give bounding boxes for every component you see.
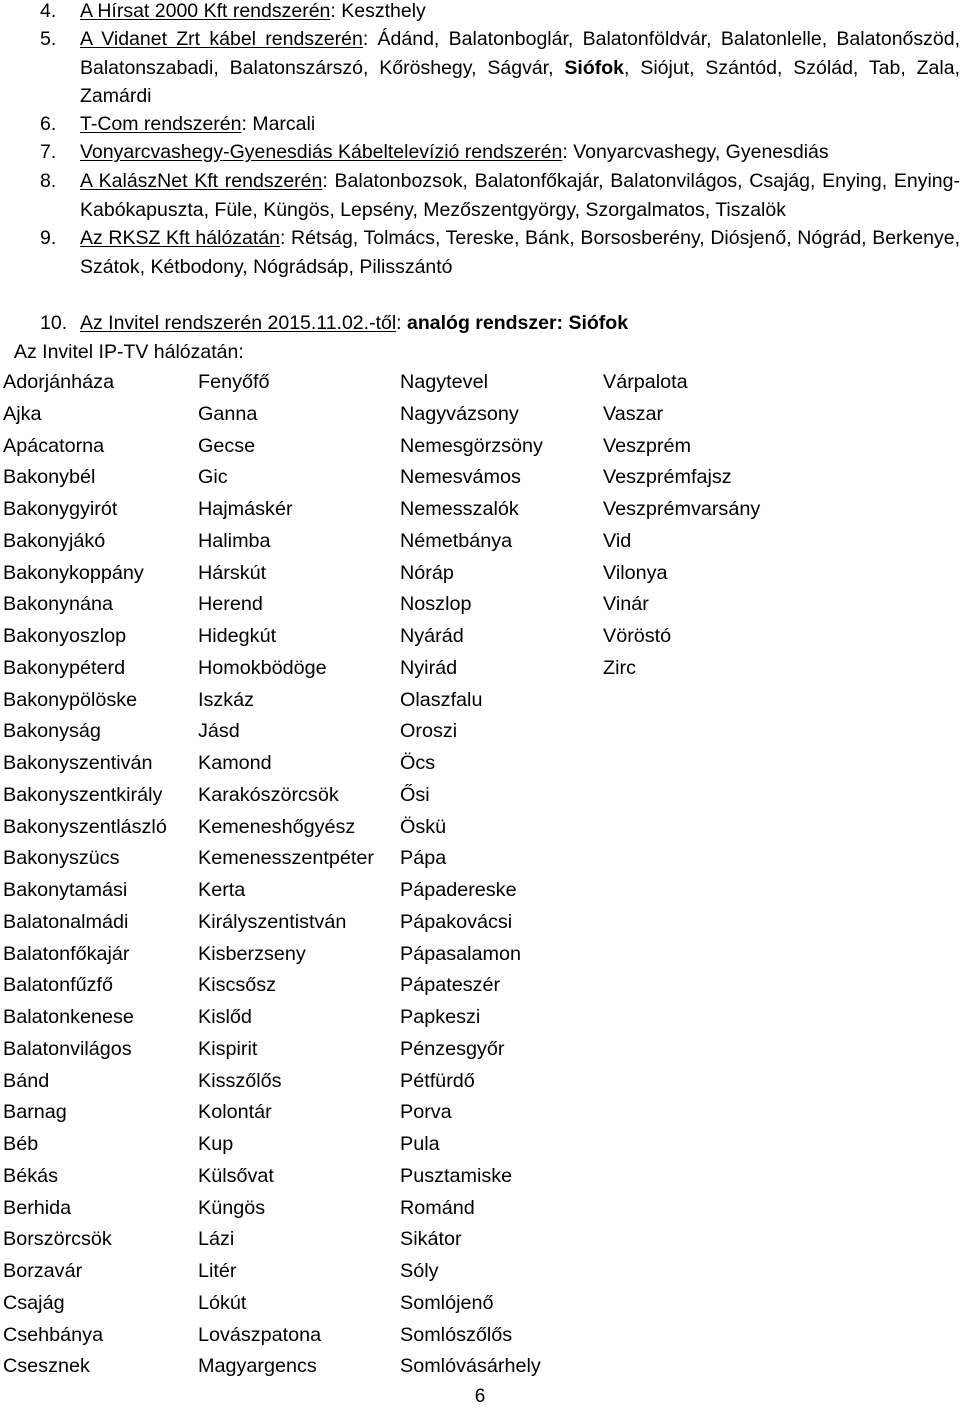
- town-cell: Nyárád: [400, 625, 464, 647]
- provider-link[interactable]: Az RKSZ Kft hálózatán: [80, 227, 280, 249]
- provider-link[interactable]: T-Com rendszerén: [80, 113, 242, 135]
- town-cell: Pusztamiske: [400, 1164, 513, 1187]
- town-cell: Adorjánháza: [3, 371, 115, 393]
- colon: :: [396, 312, 402, 334]
- town-cell: Pápa: [400, 847, 447, 870]
- town-cell: Gecse: [198, 434, 256, 457]
- town-cell: Kiscsősz: [198, 974, 277, 997]
- town-cell: Küngös: [198, 1196, 266, 1219]
- town-cell: Öcs: [400, 752, 436, 774]
- highlighted-town: Siófok: [564, 56, 625, 79]
- town-cell: Vilonya: [603, 561, 668, 584]
- town-cell: Kolontár: [198, 1101, 272, 1124]
- town-cell: Németbánya: [400, 529, 513, 552]
- provider-link[interactable]: Vonyarcvashegy-Gyenesdiás Kábeltelevízió rendszerén: [80, 141, 563, 163]
- town-cell: Pétfürdő: [400, 1069, 475, 1092]
- list-number: 10.: [40, 312, 68, 334]
- town-cell: Bakonynána: [3, 593, 113, 616]
- town-cell: Kerta: [198, 879, 246, 901]
- town-cell: Sikátor: [400, 1228, 462, 1251]
- town-cell: Somlóvásárhely: [400, 1355, 541, 1378]
- town-cell: Pápasalamon: [400, 942, 521, 965]
- town-list: Balatonbozsok, Balatonfőkajár, Balatonvilágos, Csajág, Enying, Enying-Kabókapuszta, Füle, Küngös, Lepsény, Mezőszentgyörgy, Szorgalmatos, Tiszalök: [80, 170, 960, 221]
- town-cell: Vinár: [603, 593, 649, 616]
- town-cell: Kisszőlős: [198, 1069, 282, 1092]
- town-cell: Bakonyoszlop: [3, 625, 127, 647]
- provider-link[interactable]: Az Invitel rendszerén 2015.11.02.-től: [80, 312, 397, 334]
- town-cell: Fenyőfő: [198, 371, 270, 393]
- town-cell: Jásd: [198, 720, 240, 743]
- colon: :: [330, 0, 336, 22]
- town-cell: Béb: [3, 1133, 39, 1155]
- list-item-6: [40, 110, 960, 139]
- list-item-4: [40, 0, 960, 26]
- town-cell: Kislőd: [198, 1006, 252, 1028]
- town-cell: Barnag: [3, 1101, 67, 1124]
- town-cell: Kispirit: [198, 1037, 258, 1060]
- list-number: 5.: [40, 28, 57, 50]
- town-cell: Balatonalmádi: [3, 910, 129, 933]
- town-cell: Kamond: [198, 752, 272, 774]
- list-item-7: [40, 138, 960, 167]
- town-cell: Ősi: [400, 783, 430, 806]
- town-cell: Bakonyjákó: [3, 529, 106, 552]
- town-cell: Csehbánya: [3, 1323, 104, 1346]
- town-cell: Veszprémvarsány: [603, 498, 761, 520]
- colon: :: [280, 227, 286, 249]
- colon: :: [241, 113, 247, 135]
- town-cell: Bakonypölöske: [3, 688, 138, 711]
- town-cell: Oroszi: [400, 720, 458, 743]
- provider-link[interactable]: A KalászNet Kft rendszerén: [80, 170, 323, 192]
- town-cell: Csesznek: [3, 1355, 90, 1378]
- town-cell: Bakonybél: [3, 466, 96, 489]
- list-item-8: [40, 167, 960, 224]
- provider-link[interactable]: A Hírsat 2000 Kft rendszerén: [80, 0, 331, 22]
- town-cell: Somlójenő: [400, 1291, 494, 1314]
- town-cell: Karakószörcsök: [198, 783, 339, 806]
- town-cell: Vid: [603, 529, 632, 552]
- town-column-4: [603, 367, 760, 685]
- town-cell: Veszprém: [603, 434, 691, 457]
- town-cell: Békás: [3, 1164, 58, 1187]
- town-cell: Bakonyszentlászló: [3, 815, 167, 838]
- town-cell: Bakonyság: [3, 720, 101, 743]
- town-cell: Bakonygyirót: [3, 498, 118, 520]
- town-cell: Ganna: [198, 402, 258, 425]
- town-cell: Nemesvámos: [400, 466, 521, 489]
- town-cell: Zirc: [603, 656, 636, 679]
- town-cell: Somlószőlős: [400, 1323, 513, 1346]
- town-cell: Bakonytamási: [3, 879, 128, 901]
- list-number: 4.: [40, 0, 57, 22]
- town-cell: Kemenesszentpéter: [198, 847, 374, 870]
- town-cell: Bakonypéterd: [3, 656, 126, 679]
- town-list: Rétság, Tolmács, Tereske, Bánk, Borsosberény, Diósjenő, Nógrád, Berkenye, Szátok, Kétbodony, Nógrádsáp, Pilisszántó: [80, 227, 960, 278]
- town-cell: Bakonyszücs: [3, 847, 120, 870]
- town-cell: Balatonfűzfő: [3, 974, 113, 997]
- town-cell: Pénzesgyőr: [400, 1037, 505, 1060]
- town-cell: Csajág: [3, 1291, 65, 1314]
- town-cell: Hárskút: [198, 561, 267, 584]
- town-cell: Balatonkenese: [3, 1006, 134, 1028]
- town-cell: Nemesszalók: [400, 498, 519, 520]
- town-cell: Borzavár: [3, 1260, 83, 1282]
- list-number: 9.: [40, 227, 57, 249]
- analog-note: analóg rendszer: Siófok: [401, 312, 629, 334]
- town-cell: Borszörcsök: [3, 1228, 112, 1251]
- town-cell: Kemeneshőgyész: [198, 815, 356, 838]
- town-cell: Lókút: [198, 1291, 247, 1314]
- town-cell: Bánd: [3, 1069, 50, 1092]
- town-cell: Noszlop: [400, 593, 472, 616]
- town-cell: Gic: [198, 466, 228, 489]
- town-cell: Magyargencs: [198, 1355, 317, 1378]
- town-column-1: [3, 367, 167, 1383]
- town-cell: Ajka: [3, 402, 42, 425]
- town-cell: Pápadereske: [400, 879, 517, 901]
- town-list-part: Ádánd, Balatonboglár, Balatonföldvár, Balatonlelle, Balatonőszöd, Balatonszabadi, Balatonszárszó, Kőröshegy, Ságvár,: [80, 28, 960, 79]
- town-cell: Várpalota: [603, 371, 688, 393]
- town-cell: Halimba: [198, 529, 271, 552]
- list-number: 6.: [40, 113, 57, 135]
- town-cell: Iszkáz: [198, 688, 255, 711]
- list-number: 8.: [40, 170, 57, 192]
- town-cell: Berhida: [3, 1196, 72, 1219]
- town-cell: Lovászpatona: [198, 1323, 322, 1346]
- town-cell: Bakonykoppány: [3, 561, 144, 584]
- list-item-9: [40, 224, 960, 281]
- provider-link[interactable]: A Vidanet Zrt kábel rendszerén: [80, 28, 363, 50]
- town-list-part: , Siójut, Szántód, Szólád, Tab, Zala, Zamárdi: [80, 56, 960, 108]
- town-cell: Kup: [198, 1133, 234, 1155]
- town-cell: Hajmáskér: [198, 498, 293, 520]
- town-cell: Sóly: [400, 1260, 439, 1282]
- town-cell: Olaszfalu: [400, 688, 483, 711]
- colon: :: [322, 170, 328, 192]
- list-item-10: [40, 309, 960, 338]
- town-cell: Vöröstó: [603, 625, 672, 647]
- town-cell: Papkeszi: [400, 1006, 481, 1028]
- town-cell: Kisberzseny: [198, 942, 306, 965]
- town-cell: Románd: [400, 1196, 475, 1219]
- town-list: Marcali: [246, 113, 316, 135]
- town-cell: Pápakovácsi: [400, 910, 513, 933]
- town-cell: Királyszentistván: [198, 910, 347, 933]
- town-cell: Lázi: [198, 1228, 235, 1251]
- town-cell: Hidegkút: [198, 625, 277, 647]
- list-item-5: [40, 25, 960, 111]
- town-cell: Bakonyszentkirály: [3, 783, 163, 806]
- town-cell: Pula: [400, 1133, 440, 1155]
- town-list: Keszthely: [335, 0, 426, 22]
- town-list: Vonyarcvashegy, Gyenesdiás: [567, 141, 829, 163]
- town-cell: Külsővat: [198, 1164, 274, 1187]
- town-cell: Vaszar: [603, 402, 664, 425]
- town-cell: Nemesgörzsöny: [400, 434, 543, 457]
- town-cell: Pápateszér: [400, 974, 501, 997]
- town-cell: Herend: [198, 593, 263, 616]
- town-cell: Nagytevel: [400, 371, 488, 393]
- page-number: 6: [474, 1386, 486, 1407]
- town-cell: Balatonvilágos: [3, 1037, 132, 1060]
- iptv-heading: Az Invitel IP-TV hálózatán:: [14, 341, 244, 363]
- town-cell: Porva: [400, 1101, 452, 1124]
- town-cell: Bakonyszentiván: [3, 752, 153, 774]
- town-cell: Nagyvázsony: [400, 402, 519, 425]
- town-column-2: [198, 367, 374, 1383]
- town-cell: Apácatorna: [3, 434, 105, 457]
- list-number: 7.: [40, 141, 57, 163]
- colon: :: [562, 141, 568, 163]
- town-cell: Litér: [198, 1260, 237, 1282]
- town-column-3: [400, 367, 543, 1383]
- town-cell: Homokbödöge: [198, 656, 327, 679]
- town-cell: Öskü: [400, 815, 447, 838]
- town-cell: Veszprémfajsz: [603, 466, 732, 489]
- town-cell: Balatonfőkajár: [3, 942, 130, 965]
- town-cell: Nyirád: [400, 656, 458, 679]
- colon: :: [362, 28, 369, 50]
- town-cell: Nóráp: [400, 561, 454, 584]
